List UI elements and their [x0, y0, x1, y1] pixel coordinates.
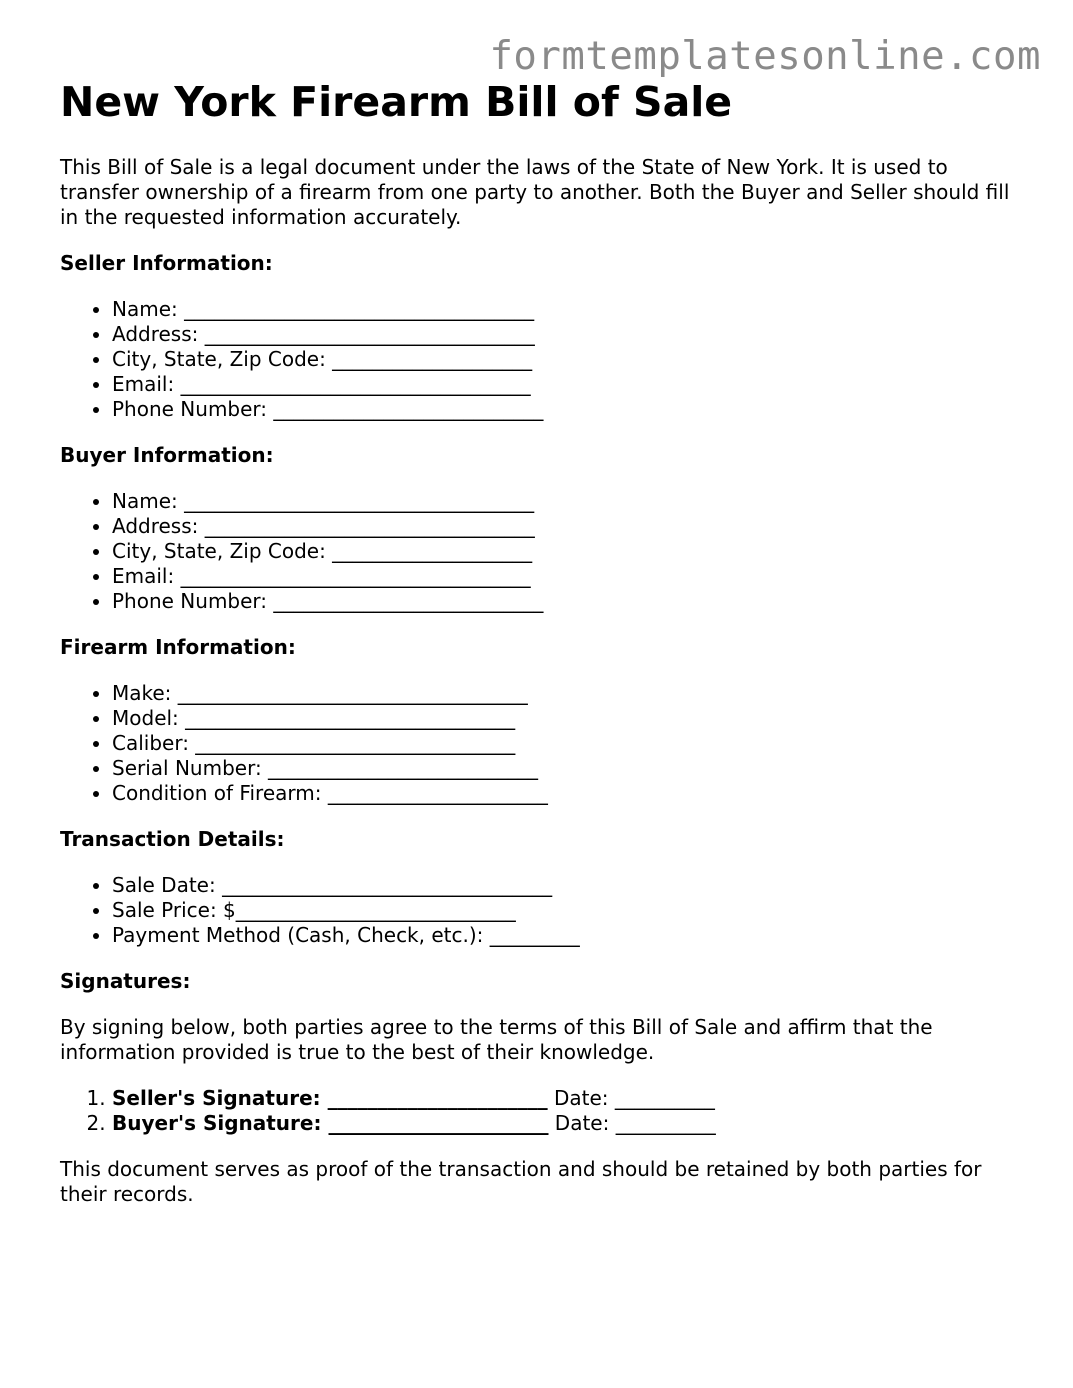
- firearm-condition-field[interactable]: • Condition of Firearm: ______________________: [112, 781, 1010, 806]
- seller-city-state-zip-field[interactable]: • City, State, Zip Code: ____________________: [112, 347, 1010, 372]
- seller-address-field[interactable]: • Address: _________________________________: [112, 322, 1010, 347]
- page-title: New York Firearm Bill of Sale: [60, 78, 733, 126]
- seller-email-field[interactable]: • Email: ___________________________________: [112, 372, 1010, 397]
- buyer-signature-item[interactable]: [112, 1111, 1010, 1136]
- seller-signature-date[interactable]: Date: __________: [547, 1086, 715, 1110]
- signatures-section: [60, 969, 1010, 1136]
- buyer-heading: Buyer Information:: [60, 443, 274, 467]
- firearm-model-field[interactable]: • Model: _________________________________: [112, 706, 1010, 731]
- seller-signature-item[interactable]: [112, 1086, 1010, 1111]
- transaction-fields-list: [60, 873, 1010, 948]
- firearm-heading: Firearm Information:: [60, 635, 296, 659]
- buyer-address-field[interactable]: • Address: _________________________________: [112, 514, 1010, 539]
- transaction-heading: Transaction Details:: [60, 827, 285, 851]
- intro-paragraph: This Bill of Sale is a legal document under the laws of the State of New York. It is used to transfer ownership of a firearm from one party to another. Both the Buyer and Seller should fill in the requested information accurately.: [60, 155, 1010, 229]
- firearm-section: [60, 635, 1010, 806]
- firearm-serial-number-field[interactable]: • Serial Number: ___________________________: [112, 756, 1010, 781]
- sale-price-field[interactable]: • Sale Price: $____________________________: [112, 898, 1010, 923]
- sale-date-field[interactable]: • Sale Date: _________________________________: [112, 873, 1010, 898]
- buyer-phone-field[interactable]: • Phone Number: ___________________________: [112, 589, 1010, 614]
- signatures-heading: Signatures:: [60, 969, 191, 993]
- seller-section: [60, 251, 1010, 422]
- firearm-fields-list: [60, 681, 1010, 806]
- buyer-section: [60, 443, 1010, 614]
- transaction-section: [60, 827, 1010, 948]
- buyer-fields-list: [60, 489, 1010, 614]
- payment-method-field[interactable]: • Payment Method (Cash, Check, etc.): _________: [112, 923, 1010, 948]
- seller-fields-list: [60, 297, 1010, 422]
- seller-signature-line[interactable]: ______________________: [327, 1086, 548, 1110]
- seller-signature-label: Seller's Signature:: [112, 1086, 328, 1110]
- seller-phone-field[interactable]: • Phone Number: ___________________________: [112, 397, 1010, 422]
- firearm-make-field[interactable]: • Make: ___________________________________: [112, 681, 1010, 706]
- buyer-email-field[interactable]: • Email: ___________________________________: [112, 564, 1010, 589]
- closing-paragraph: This document serves as proof of the transaction and should be retained by both parties for their records.: [60, 1157, 982, 1206]
- watermark: formtemplatesonline.com: [489, 34, 1041, 79]
- buyer-city-state-zip-field[interactable]: • City, State, Zip Code: ____________________: [112, 539, 1010, 564]
- seller-heading: Seller Information:: [60, 251, 273, 275]
- signatures-list: [60, 1086, 1010, 1136]
- buyer-signature-date[interactable]: Date: __________: [548, 1111, 716, 1135]
- buyer-signature-line[interactable]: ______________________: [328, 1111, 549, 1135]
- document-page: [60, 76, 1010, 1207]
- firearm-caliber-field[interactable]: • Caliber: ________________________________: [112, 731, 1010, 756]
- buyer-name-field[interactable]: • Name: ___________________________________: [112, 489, 1010, 514]
- buyer-signature-label: Buyer's Signature:: [112, 1111, 329, 1135]
- signatures-intro: By signing below, both parties agree to the terms of this Bill of Sale and affirm that the information provided is true to the best of their knowledge.: [60, 1015, 933, 1064]
- seller-name-field[interactable]: • Name: ___________________________________: [112, 297, 1010, 322]
